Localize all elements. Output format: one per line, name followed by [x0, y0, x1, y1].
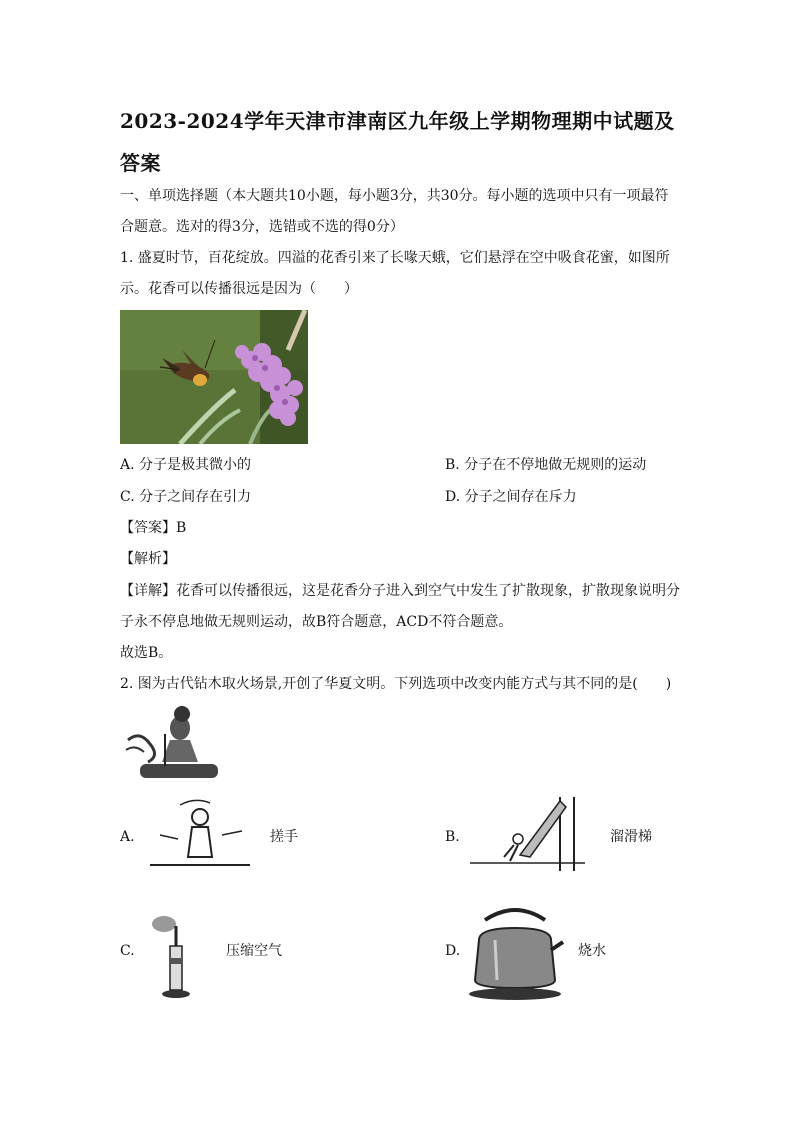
q1-conclusion: 故选B。 [120, 645, 173, 661]
compressing-air-illustration [150, 908, 200, 1000]
q1-detail: 【详解】花香可以传播很远，这是花香分子进入到空气中发生了扩散现象，扩散现象说明分子永不停息地做无规则运动，故B符合题意，ACD不符合题意。 [120, 583, 680, 630]
q1-option-a: A. 分子是极其微小的 [120, 457, 252, 473]
q2-option-c-letter: C. [120, 943, 135, 959]
question-2-stem: 2. 图为古代钻木取火场景,开创了华夏文明。下列选项中改变内能方式与其不同的是( ) [120, 676, 672, 692]
fire-drill-icon [120, 700, 230, 784]
q2-option-a-letter: A. [120, 829, 135, 845]
drilling-wood-fire-illustration [120, 700, 230, 784]
moth-flower-photo [120, 310, 308, 444]
moth-flower-illustration [120, 310, 308, 444]
rubbing-hands-illustration [150, 795, 250, 873]
q1-option-d: D. 分子之间存在斥力 [445, 489, 577, 505]
section-heading: 一、单项选择题（本大题共10小题，每小题3分，共30分。每小题的选项中只有一项最符合题意。选对的得3分，选错或不选的得0分） [120, 188, 669, 235]
q1-option-b: B. 分子在不停地做无规则的运动 [445, 457, 647, 473]
piston-cylinder-icon [150, 908, 200, 1000]
q2-option-b-caption: 溜滑梯 [610, 829, 652, 845]
rubbing-hands-icon [150, 795, 250, 873]
q2-option-d-caption: 烧水 [578, 943, 606, 959]
q2-option-c-caption: 压缩空气 [226, 943, 282, 959]
kettle-icon [465, 900, 565, 1004]
slide-icon [470, 793, 585, 877]
q1-answer: 【答案】B [120, 520, 187, 536]
q2-option-b-letter: B. [445, 829, 460, 845]
q1-analysis-label: 【解析】 [120, 551, 176, 567]
q1-option-c: C. 分子之间存在引力 [120, 489, 252, 505]
slide-illustration [470, 793, 585, 877]
boiling-water-illustration [465, 900, 565, 1004]
page-title: 2023-2024学年天津市津南区九年级上学期物理期中试题及答案 [120, 109, 675, 175]
q2-option-d-letter: D. [445, 943, 461, 959]
q2-option-a-caption: 搓手 [270, 829, 298, 845]
question-1-stem: 1. 盛夏时节，百花绽放。四溢的花香引来了长喙天蛾，它们悬浮在空中吸食花蜜，如图所示。花香可以传播很远是因为（ ） [120, 250, 670, 297]
